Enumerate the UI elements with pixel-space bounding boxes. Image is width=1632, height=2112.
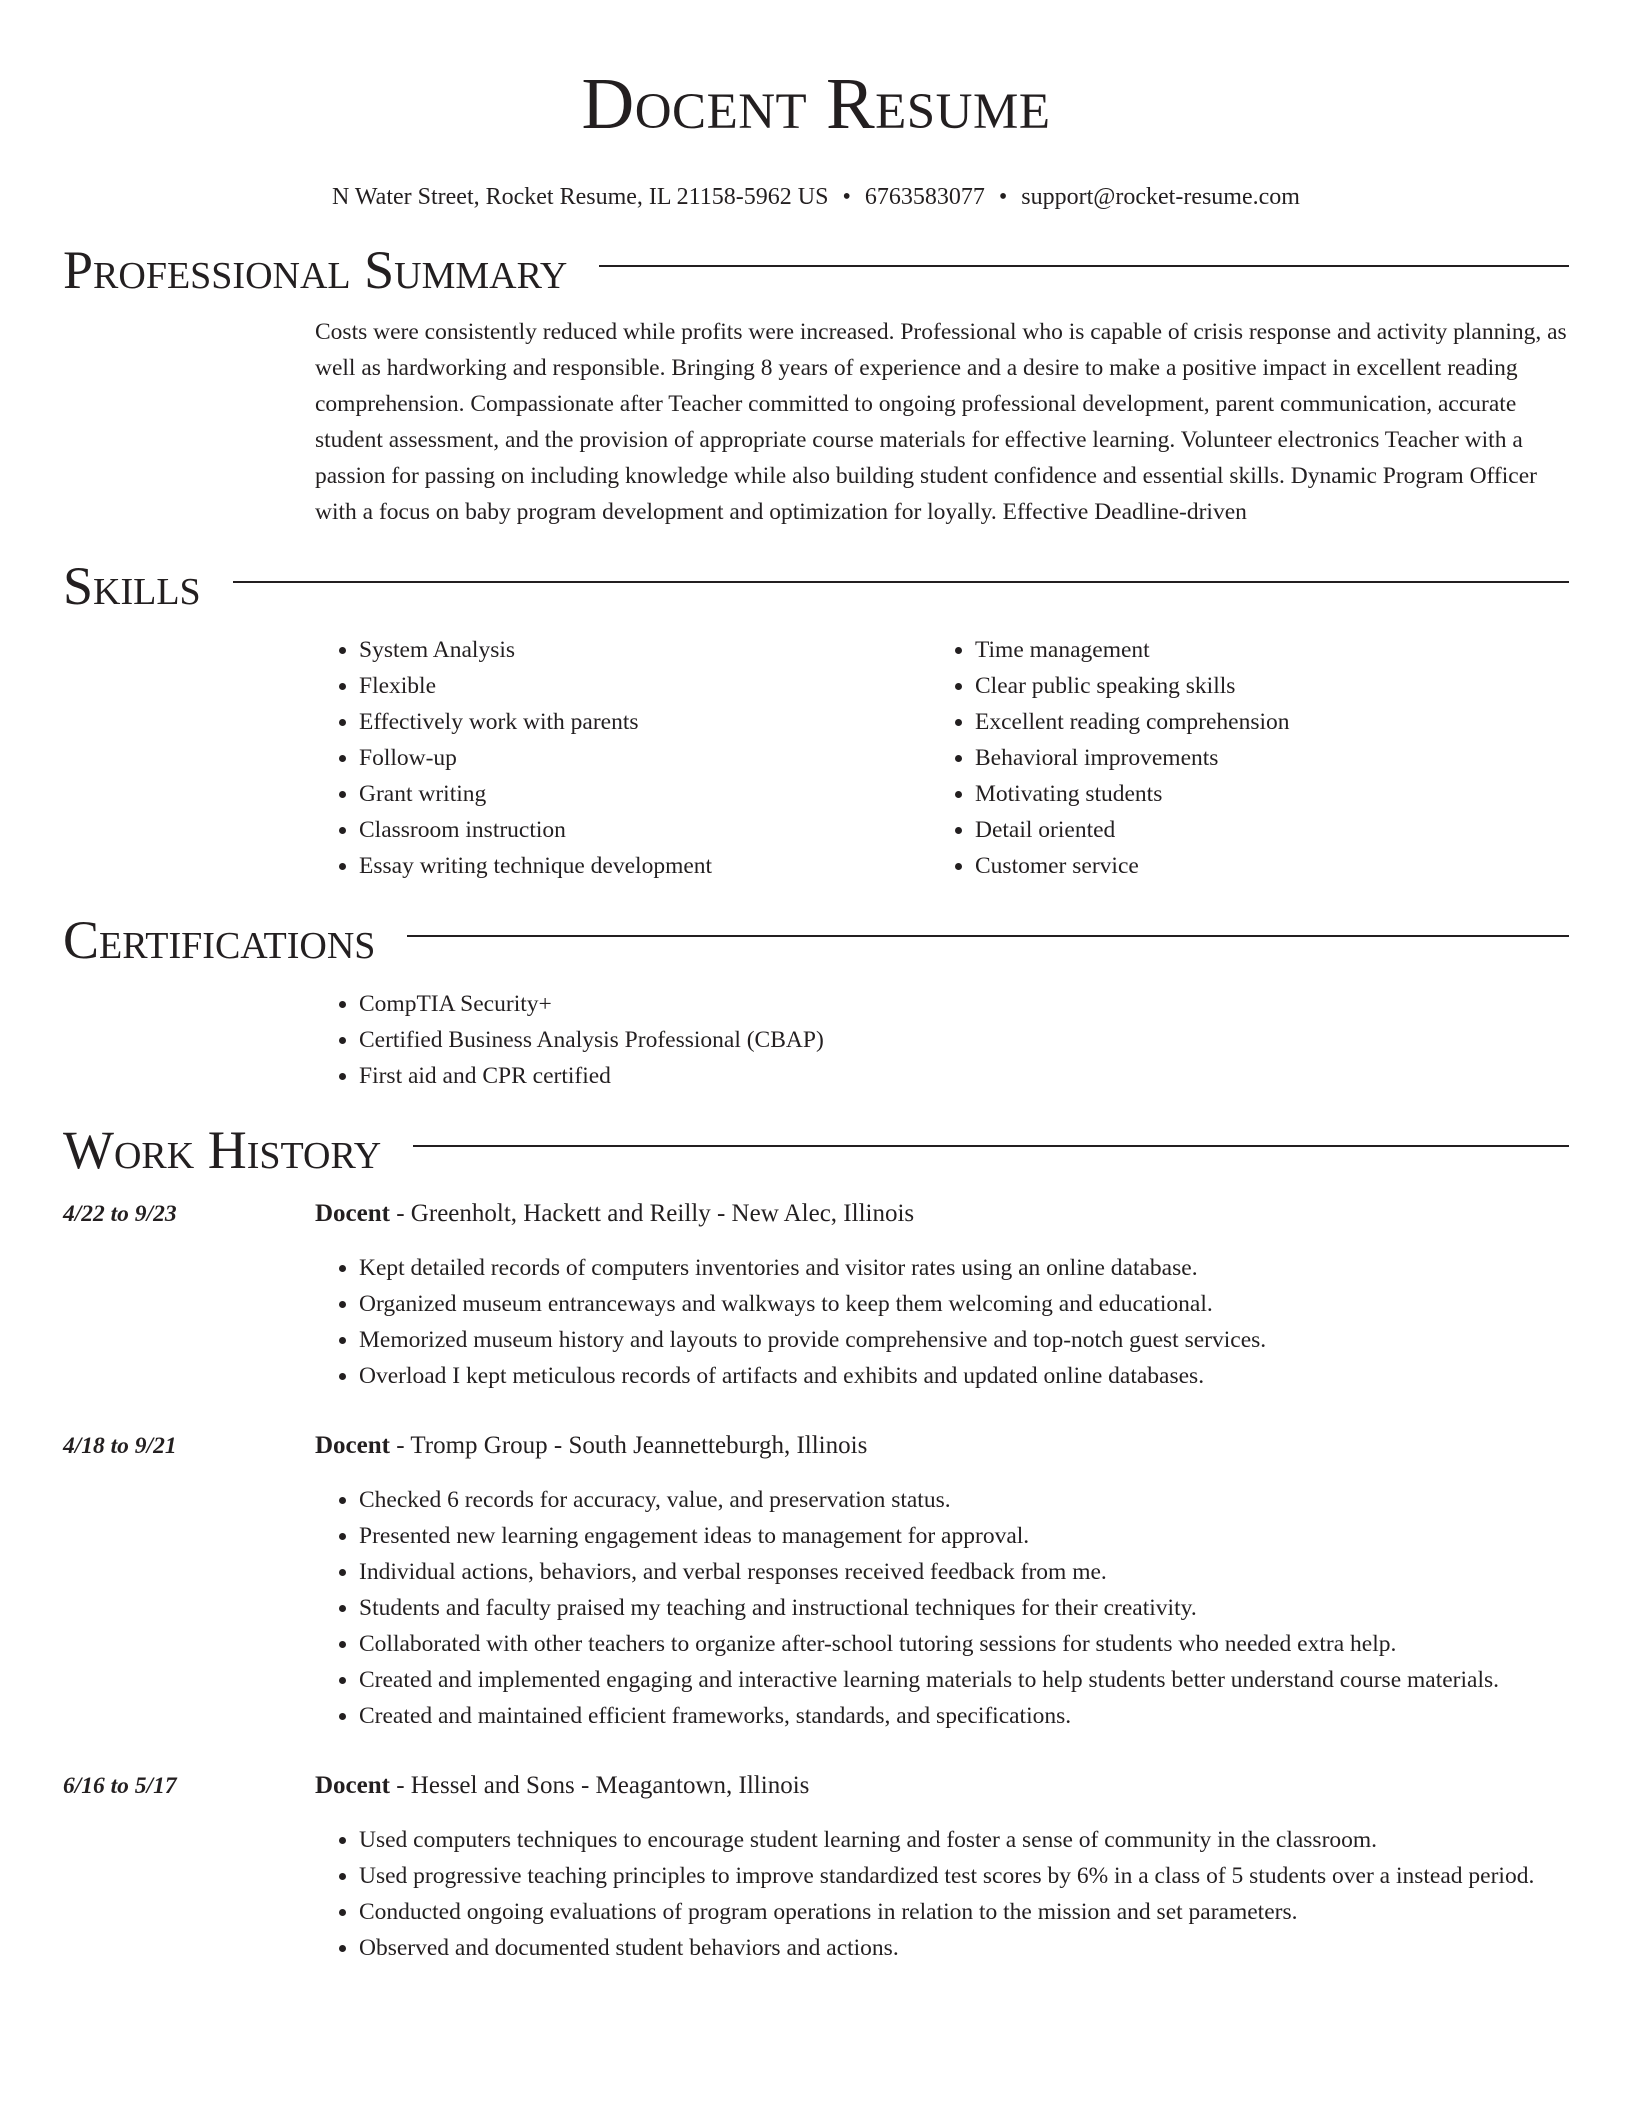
section-divider <box>599 265 1569 267</box>
summary-section <box>63 234 1569 530</box>
section-divider <box>407 935 1569 937</box>
skill-item: • Time management <box>975 632 1547 668</box>
skill-item: • Classroom instruction <box>359 812 931 848</box>
skill-item: • Customer service <box>975 848 1547 884</box>
summary-body <box>315 314 1569 530</box>
section-title: Skills <box>63 556 201 616</box>
job-dates: 6/16 to 5/17 <box>63 1773 177 1799</box>
section-title: Certifications <box>63 910 376 970</box>
contact-separator: • <box>842 184 851 210</box>
job-dates: 4/18 to 9/21 <box>63 1433 177 1459</box>
skills-section <box>63 550 1569 884</box>
skills-column-left <box>315 632 931 884</box>
skills-body <box>315 632 1569 884</box>
work-history-heading <box>63 1114 1569 1186</box>
job-dates: 4/22 to 9/23 <box>63 1201 177 1227</box>
job-bullet: • Overload I kept meticulous records of artifacts and exhibits and updated online databases. <box>359 1358 1569 1394</box>
section-divider <box>413 1145 1569 1147</box>
job-employer: - Tromp Group - South Jeannetteburgh, Illinois <box>389 1432 868 1459</box>
job-bullet: • Organized museum entranceways and walkways to keep them welcoming and educational. <box>359 1286 1569 1322</box>
job-employer: - Hessel and Sons - Meagantown, Illinois <box>389 1772 810 1799</box>
contact-separator: • <box>998 184 1008 210</box>
skill-item: • Excellent reading comprehension <box>975 704 1547 740</box>
job-role: Docent <box>315 1432 390 1459</box>
job-bullet: • Kept detailed records of computers inventories and visitor rates using an online database. <box>359 1250 1569 1286</box>
job-details <box>315 1196 1569 1394</box>
certifications-body <box>315 986 1569 1094</box>
certifications-heading <box>63 904 1569 976</box>
certification-item: • First aid and CPR certified <box>359 1058 1569 1094</box>
skills-grid <box>315 632 1569 884</box>
job-bullet: • Memorized museum history and layouts to provide comprehensive and top-notch guest services. <box>359 1322 1569 1358</box>
skill-item: • Clear public speaking skills <box>975 668 1547 704</box>
job-bullet: • Used computers techniques to encourage student learning and foster a sense of community in the classroom. <box>359 1822 1569 1858</box>
skill-item: • Follow-up <box>359 740 931 776</box>
skill-item: • Effectively work with parents <box>359 704 931 740</box>
skill-item: • Flexible <box>359 668 931 704</box>
skills-heading <box>63 550 1569 622</box>
job-bullet: • Presented new learning engagement ideas to management for approval. <box>359 1518 1569 1554</box>
job-bullets <box>315 1250 1569 1394</box>
job-bullet: • Collaborated with other teachers to organize after-school tutoring sessions for students who needed extra help. <box>359 1626 1569 1662</box>
skill-item: • Grant writing <box>359 776 931 812</box>
skills-list-right <box>931 632 1547 884</box>
certifications-list <box>315 986 1569 1094</box>
job-bullet: • Created and implemented engaging and interactive learning materials to help students better understand course materials. <box>359 1662 1569 1698</box>
skill-item: • Essay writing technique development <box>359 848 931 884</box>
summary-text: Costs were consistently reduced while profits were increased. Professional who is capable of crisis response and activity planning, as well as hardworking and responsible. Bringing 8 years of experience and a desire to make a positive impact in excellent reading comprehension. Compassionate after Teacher committed to ongoing professional development, parent communication, accurate student assessment, and the provision of appropriate course materials for effective learning. Volunteer electronics Teacher with a passion for passing on including knowledge while also building student confidence and essential skills. Dynamic Program Officer with a focus on baby program development and optimization for loyally. Effective Deadline-driven <box>315 319 1567 525</box>
skills-column-right <box>931 632 1547 884</box>
candidate-name: Docent Resume <box>581 63 1051 144</box>
job-details <box>315 1768 1569 1966</box>
job-title-line <box>315 1428 1569 1464</box>
summary-heading <box>63 234 1569 306</box>
skills-list-left <box>315 632 931 884</box>
certification-item: • CompTIA Security+ <box>359 986 1569 1022</box>
job-bullet: • Created and maintained efficient frameworks, standards, and specifications. <box>359 1698 1569 1734</box>
job-bullet: • Individual actions, behaviors, and verbal responses received feedback from me. <box>359 1554 1569 1590</box>
job-bullet: • Checked 6 records for accuracy, value, and preservation status. <box>359 1482 1569 1518</box>
section-title: Work History <box>63 1120 382 1180</box>
skill-item: • Motivating students <box>975 776 1547 812</box>
job-details <box>315 1428 1569 1734</box>
job-bullet: • Conducted ongoing evaluations of program operations in relation to the mission and set parameters. <box>359 1894 1569 1930</box>
contact-address: N Water Street, Rocket Resume, IL 21158-5962 US <box>332 184 829 210</box>
job-entry <box>63 1196 1569 1394</box>
skill-item: • System Analysis <box>359 632 931 668</box>
job-title-line <box>315 1768 1569 1804</box>
contact-line <box>63 182 1569 212</box>
resume-header <box>63 60 1569 212</box>
section-title: Professional Summary <box>63 240 568 300</box>
section-divider <box>233 581 1569 583</box>
contact-email[interactable]: support@rocket-resume.com <box>1021 184 1300 210</box>
work-history-section <box>63 1114 1569 1966</box>
job-title-line <box>315 1196 1569 1232</box>
job-entry <box>63 1768 1569 1966</box>
job-bullet: • Students and faculty praised my teaching and instructional techniques for their creativity. <box>359 1590 1569 1626</box>
certifications-section <box>63 904 1569 1094</box>
job-bullet: • Used progressive teaching principles to improve standardized test scores by 6% in a class of 5 students over a instead period. <box>359 1858 1569 1894</box>
skill-item: • Detail oriented <box>975 812 1547 848</box>
certification-item: • Certified Business Analysis Professional (CBAP) <box>359 1022 1569 1058</box>
skill-item: • Behavioral improvements <box>975 740 1547 776</box>
job-entry <box>63 1428 1569 1734</box>
job-bullets <box>315 1822 1569 1966</box>
job-employer: - Greenholt, Hackett and Reilly - New Alec, Illinois <box>389 1200 915 1227</box>
job-role: Docent <box>315 1772 390 1799</box>
job-bullet: • Observed and documented student behaviors and actions. <box>359 1930 1569 1966</box>
job-bullets <box>315 1482 1569 1734</box>
contact-phone: 6763583077 <box>864 184 985 210</box>
job-role: Docent <box>315 1200 390 1227</box>
